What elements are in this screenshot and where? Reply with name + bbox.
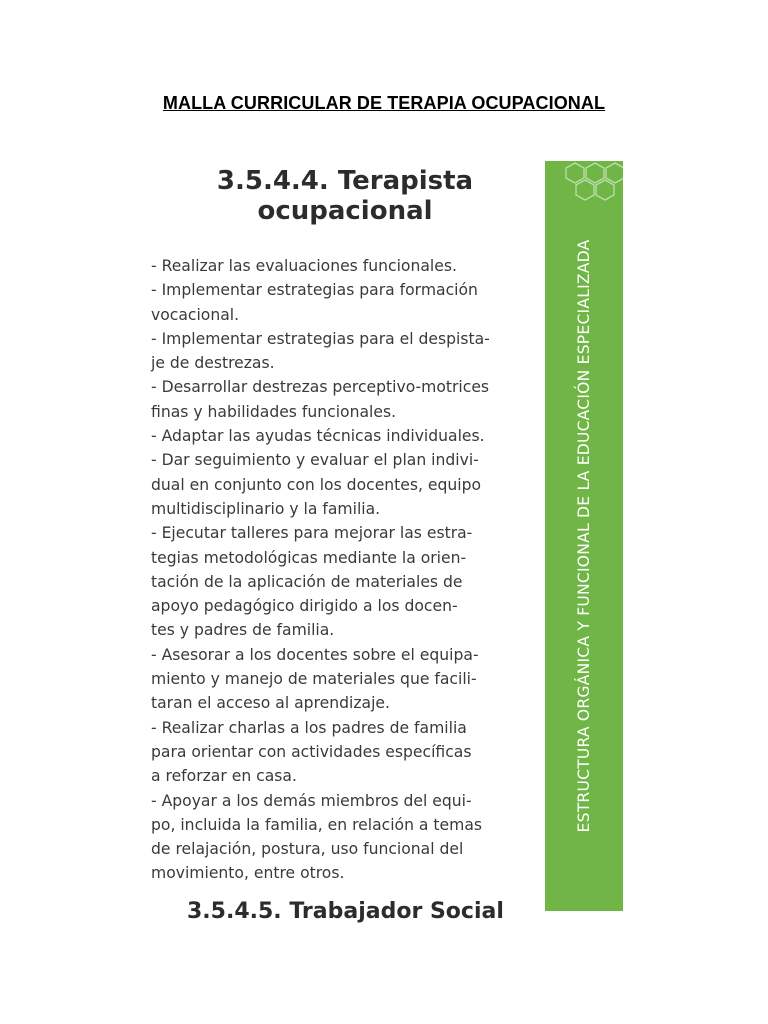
text-line: - Asesorar a los docentes sobre el equipa-: [151, 645, 479, 664]
text-line: - Desarrollar destrezas perceptivo-motrices: [151, 378, 490, 397]
hexagon-pattern-icon: [561, 161, 623, 201]
section-heading: [147, 166, 543, 226]
text-line: para orientar con actividades específicas: [151, 742, 472, 761]
text-line: tes y padres de familia.: [151, 621, 335, 640]
text-line: tegias metodológicas mediante la orien-: [151, 548, 467, 567]
side-band: [545, 161, 623, 911]
scanned-page-excerpt: [147, 160, 623, 924]
text-line: apoyo pedagógico dirigido a los docen-: [151, 597, 458, 616]
duties-list: [151, 254, 539, 886]
text-line: - Dar seguimiento y evaluar el plan indivi-: [151, 451, 479, 470]
text-line: movimiento, entre otros.: [151, 864, 345, 883]
document-title: MALLA CURRICULAR DE TERAPIA OCUPACIONAL: [162, 93, 606, 113]
text-line: - Implementar estrategias para formación: [151, 281, 478, 300]
text-line: multidisciplinario y la familia.: [151, 499, 381, 518]
text-line: po, incluida la familia, en relación a temas: [151, 815, 483, 834]
text-line: finas y habilidades funcionales.: [151, 402, 397, 421]
text-line: dual en conjunto con los docentes, equipo: [151, 475, 482, 494]
text-line: - Adaptar las ayudas técnicas individuales.: [151, 427, 485, 446]
text-line: je de destrezas.: [151, 354, 275, 373]
text-line: de relajación, postura, uso funcional del: [151, 840, 464, 859]
text-line: - Ejecutar talleres para mejorar las estra-: [151, 524, 473, 543]
text-line: - Apoyar a los demás miembros del equi-: [151, 791, 472, 810]
text-line: - Realizar las evaluaciones funcionales.: [151, 257, 457, 275]
text-line: vocacional.: [151, 305, 240, 324]
text-line: miento y manejo de materiales que facili-: [151, 670, 477, 689]
text-line: - Implementar estrategias para el despista-: [151, 329, 490, 348]
section-heading-line-1: 3.5.4.4. Terapista: [216, 166, 474, 196]
side-band-label: ESTRUCTURA ORGÁNICA Y FUNCIONAL DE LA EDUCACIÓN ESPECIALIZADA: [575, 239, 593, 833]
text-line: tación de la aplicación de materiales de: [151, 572, 463, 591]
section-heading-line-2: ocupacional: [257, 196, 433, 226]
next-section-heading-cropped: [187, 899, 507, 924]
text-line: taran el acceso al aprendizaje.: [151, 694, 390, 713]
next-section-heading-text: 3.5.4.5. Trabajador Social: [187, 899, 504, 924]
text-line: - Realizar charlas a los padres de familia: [151, 718, 467, 737]
text-line: a reforzar en casa.: [151, 767, 297, 786]
